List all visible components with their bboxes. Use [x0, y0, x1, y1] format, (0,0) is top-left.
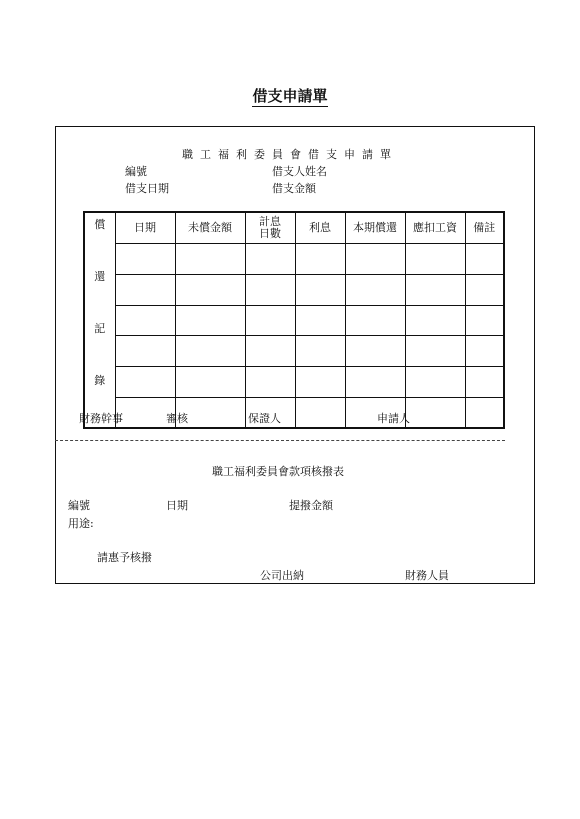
- page-title: 借支申請單: [252, 87, 328, 105]
- borrow-date-label: 借支日期: [125, 182, 169, 195]
- table-cell[interactable]: [465, 244, 504, 275]
- table-cell[interactable]: [465, 397, 504, 428]
- borrower-name-label: 借支人姓名: [272, 165, 327, 178]
- finance-staff-label: 財務人員: [405, 569, 449, 582]
- borrow-amount-label: 借支金額: [272, 182, 316, 195]
- table-cell[interactable]: [245, 305, 295, 336]
- table-header-row: [84, 212, 504, 244]
- table-cell[interactable]: [295, 367, 345, 398]
- table-cell[interactable]: [295, 397, 345, 428]
- repayment-record-table: [83, 211, 505, 429]
- table-cell[interactable]: [465, 336, 504, 367]
- table-cell[interactable]: [245, 336, 295, 367]
- table-cell[interactable]: [115, 305, 175, 336]
- table-row: [84, 305, 504, 336]
- table-cell[interactable]: [405, 336, 465, 367]
- side-char: 記: [94, 322, 106, 335]
- table-cell[interactable]: [115, 244, 175, 275]
- serial-label: 編號: [125, 165, 147, 178]
- table-cell[interactable]: [175, 336, 245, 367]
- table-cell[interactable]: [405, 275, 465, 306]
- table-cell[interactable]: [115, 275, 175, 306]
- company-cashier-label: 公司出納: [260, 569, 304, 582]
- table-cell[interactable]: [295, 305, 345, 336]
- table-cell[interactable]: [175, 367, 245, 398]
- header-wage-deduction: 應扣工資: [405, 212, 465, 244]
- table-cell[interactable]: [175, 244, 245, 275]
- table-cell[interactable]: [405, 305, 465, 336]
- side-char: 還: [94, 270, 106, 283]
- table-cell[interactable]: [115, 367, 175, 398]
- approval-amount-label: 提撥金額: [289, 499, 333, 512]
- header-date: 日期: [115, 212, 175, 244]
- table-cell[interactable]: [345, 275, 405, 306]
- review-label: 審核: [166, 412, 188, 425]
- table-cell[interactable]: [405, 397, 465, 428]
- side-char: 錄: [94, 374, 106, 387]
- table-cell[interactable]: [405, 244, 465, 275]
- table-cell[interactable]: [345, 305, 405, 336]
- table-cell[interactable]: [295, 336, 345, 367]
- table-cell[interactable]: [175, 305, 245, 336]
- cut-line-divider: [55, 440, 505, 441]
- table-row: [84, 275, 504, 306]
- table-row: [84, 397, 504, 428]
- approval-heading: 職工福利委員會款項核撥表: [212, 465, 344, 478]
- approval-date-label: 日期: [166, 499, 188, 512]
- table-cell[interactable]: [115, 336, 175, 367]
- header-unpaid-amount: 未償金額: [175, 212, 245, 244]
- header-interest: 利息: [295, 212, 345, 244]
- purpose-label: 用途:: [68, 517, 94, 530]
- table-cell[interactable]: [465, 275, 504, 306]
- header-current-repayment: 本期償還: [345, 212, 405, 244]
- request-text: 請惠予核撥: [97, 551, 152, 564]
- approval-serial-label: 編號: [68, 499, 90, 512]
- table-cell[interactable]: [345, 336, 405, 367]
- table-row: [84, 367, 504, 398]
- table-cell[interactable]: [245, 244, 295, 275]
- table-cell[interactable]: [345, 367, 405, 398]
- table-cell[interactable]: [405, 367, 465, 398]
- table-row: [84, 336, 504, 367]
- form-heading: 職工福利委員會借支申請單: [182, 148, 398, 161]
- table-cell[interactable]: [245, 275, 295, 306]
- table-cell[interactable]: [465, 305, 504, 336]
- header-remarks: 備註: [465, 212, 504, 244]
- side-label-cell: [84, 212, 115, 428]
- table-cell[interactable]: [465, 367, 504, 398]
- applicant-label: 申請人: [377, 412, 410, 425]
- header-interest-days: 計息日數: [245, 212, 295, 244]
- table-cell[interactable]: [245, 367, 295, 398]
- table-row: [84, 244, 504, 275]
- table-cell[interactable]: [175, 275, 245, 306]
- side-char: 償: [94, 218, 106, 231]
- table-cell[interactable]: [295, 244, 345, 275]
- guarantor-label: 保證人: [248, 412, 281, 425]
- table-cell[interactable]: [295, 275, 345, 306]
- table-cell[interactable]: [345, 244, 405, 275]
- finance-officer-label: 財務幹事: [79, 412, 123, 425]
